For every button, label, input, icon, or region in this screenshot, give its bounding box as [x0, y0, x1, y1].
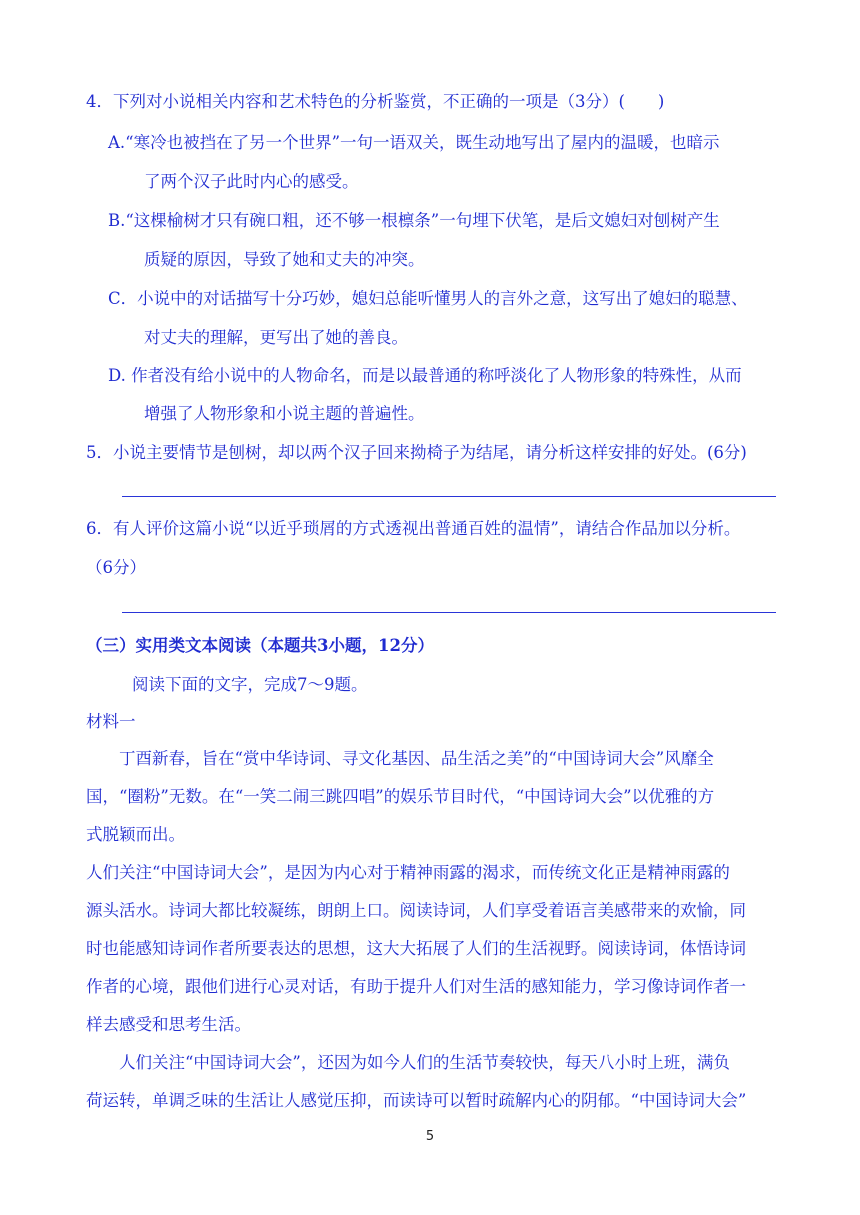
q6-stem-line2: （6分）: [86, 558, 146, 577]
para3-line1: 人们关注“中国诗词大会”，还因为如今人们的生活节奏较快，每天八小时上班，满负: [119, 1053, 730, 1072]
q4-option-a-line1: A.“寒冷也被挡在了另一个世界”一句一语双关，既生动地写出了屋内的温暖，也暗示: [108, 133, 720, 152]
para3-line2: 荷运转，单调乏味的生活让人感觉压抑，而读诗可以暂时疏解内心的阴郁。“中国诗词大会”: [86, 1091, 747, 1110]
q5-stem: 5．小说主要情节是刨树，却以两个汉子回来拗椅子为结尾，请分析这样安排的好处。(6分): [86, 443, 747, 462]
q4-option-d-line1: D. 作者没有给小说中的人物命名，而是以最普通的称呼淡化了人物形象的特殊性，从而: [108, 366, 742, 385]
q6-stem-line1: 6．有人评价这篇小说“以近乎琐屑的方式透视出普通百姓的温情”，请结合作品加以分析。: [86, 519, 741, 538]
reading-instruction: 阅读下面的文字，完成7～9题。: [132, 675, 368, 694]
q4-option-b-line2: 质疑的原因，导致了她和丈夫的冲突。: [144, 250, 425, 269]
para1-line1: 丁酉新春，旨在“赏中华诗词、寻文化基因、品生活之美”的“中国诗词大会”风靡全: [119, 749, 714, 768]
para1-line3: 式脱颖而出。: [86, 825, 185, 844]
para2-line5: 样去感受和思考生活。: [86, 1015, 251, 1034]
q4-option-c-line1: C．小说中的对话描写十分巧妙，媳妇总能听懂男人的言外之意，这写出了媳妇的聪慧、: [108, 289, 748, 308]
answer-line-q6: [122, 612, 776, 613]
q4-option-a-line2: 了两个汉子此时内心的感受。: [144, 172, 359, 191]
para2-line4: 作者的心境，跟他们进行心灵对话，有助于提升人们对生活的感知能力，学习像诗词作者一: [86, 977, 746, 996]
q4-option-b-line1: B.“这棵榆树才只有碗口粗，还不够一根檩条”一句埋下伏笔，是后文媳妇对刨树产生: [108, 211, 720, 230]
material-label: 材料一: [86, 712, 136, 731]
para2-line1: 人们关注“中国诗词大会”，是因为内心对于精神雨露的渴求，而传统文化正是精神雨露的: [86, 863, 730, 882]
para2-line3: 时也能感知诗词作者所要表达的思想，这大大拓展了人们的生活视野。阅读诗词，体悟诗词: [86, 939, 746, 958]
q4-option-d-line2: 增强了人物形象和小说主题的普遍性。: [144, 404, 425, 423]
q4-stem: 4．下列对小说相关内容和艺术特色的分析鉴赏，不正确的一项是（3分）( ): [86, 92, 665, 111]
section-heading: （三）实用类文本阅读（本题共3小题，12分）: [86, 636, 434, 655]
answer-line-q5: [122, 496, 776, 497]
q4-option-c-line2: 对丈夫的理解，更写出了她的善良。: [144, 328, 408, 347]
para2-line2: 源头活水。诗词大都比较凝练，朗朗上口。阅读诗词，人们享受着语言美感带来的欢愉，同: [86, 901, 746, 920]
page-number: 5: [425, 1129, 435, 1144]
para1-line2: 国，“圈粉”无数。在“一笑二闹三跳四唱”的娱乐节目时代，“中国诗词大会”以优雅的方: [86, 787, 715, 806]
